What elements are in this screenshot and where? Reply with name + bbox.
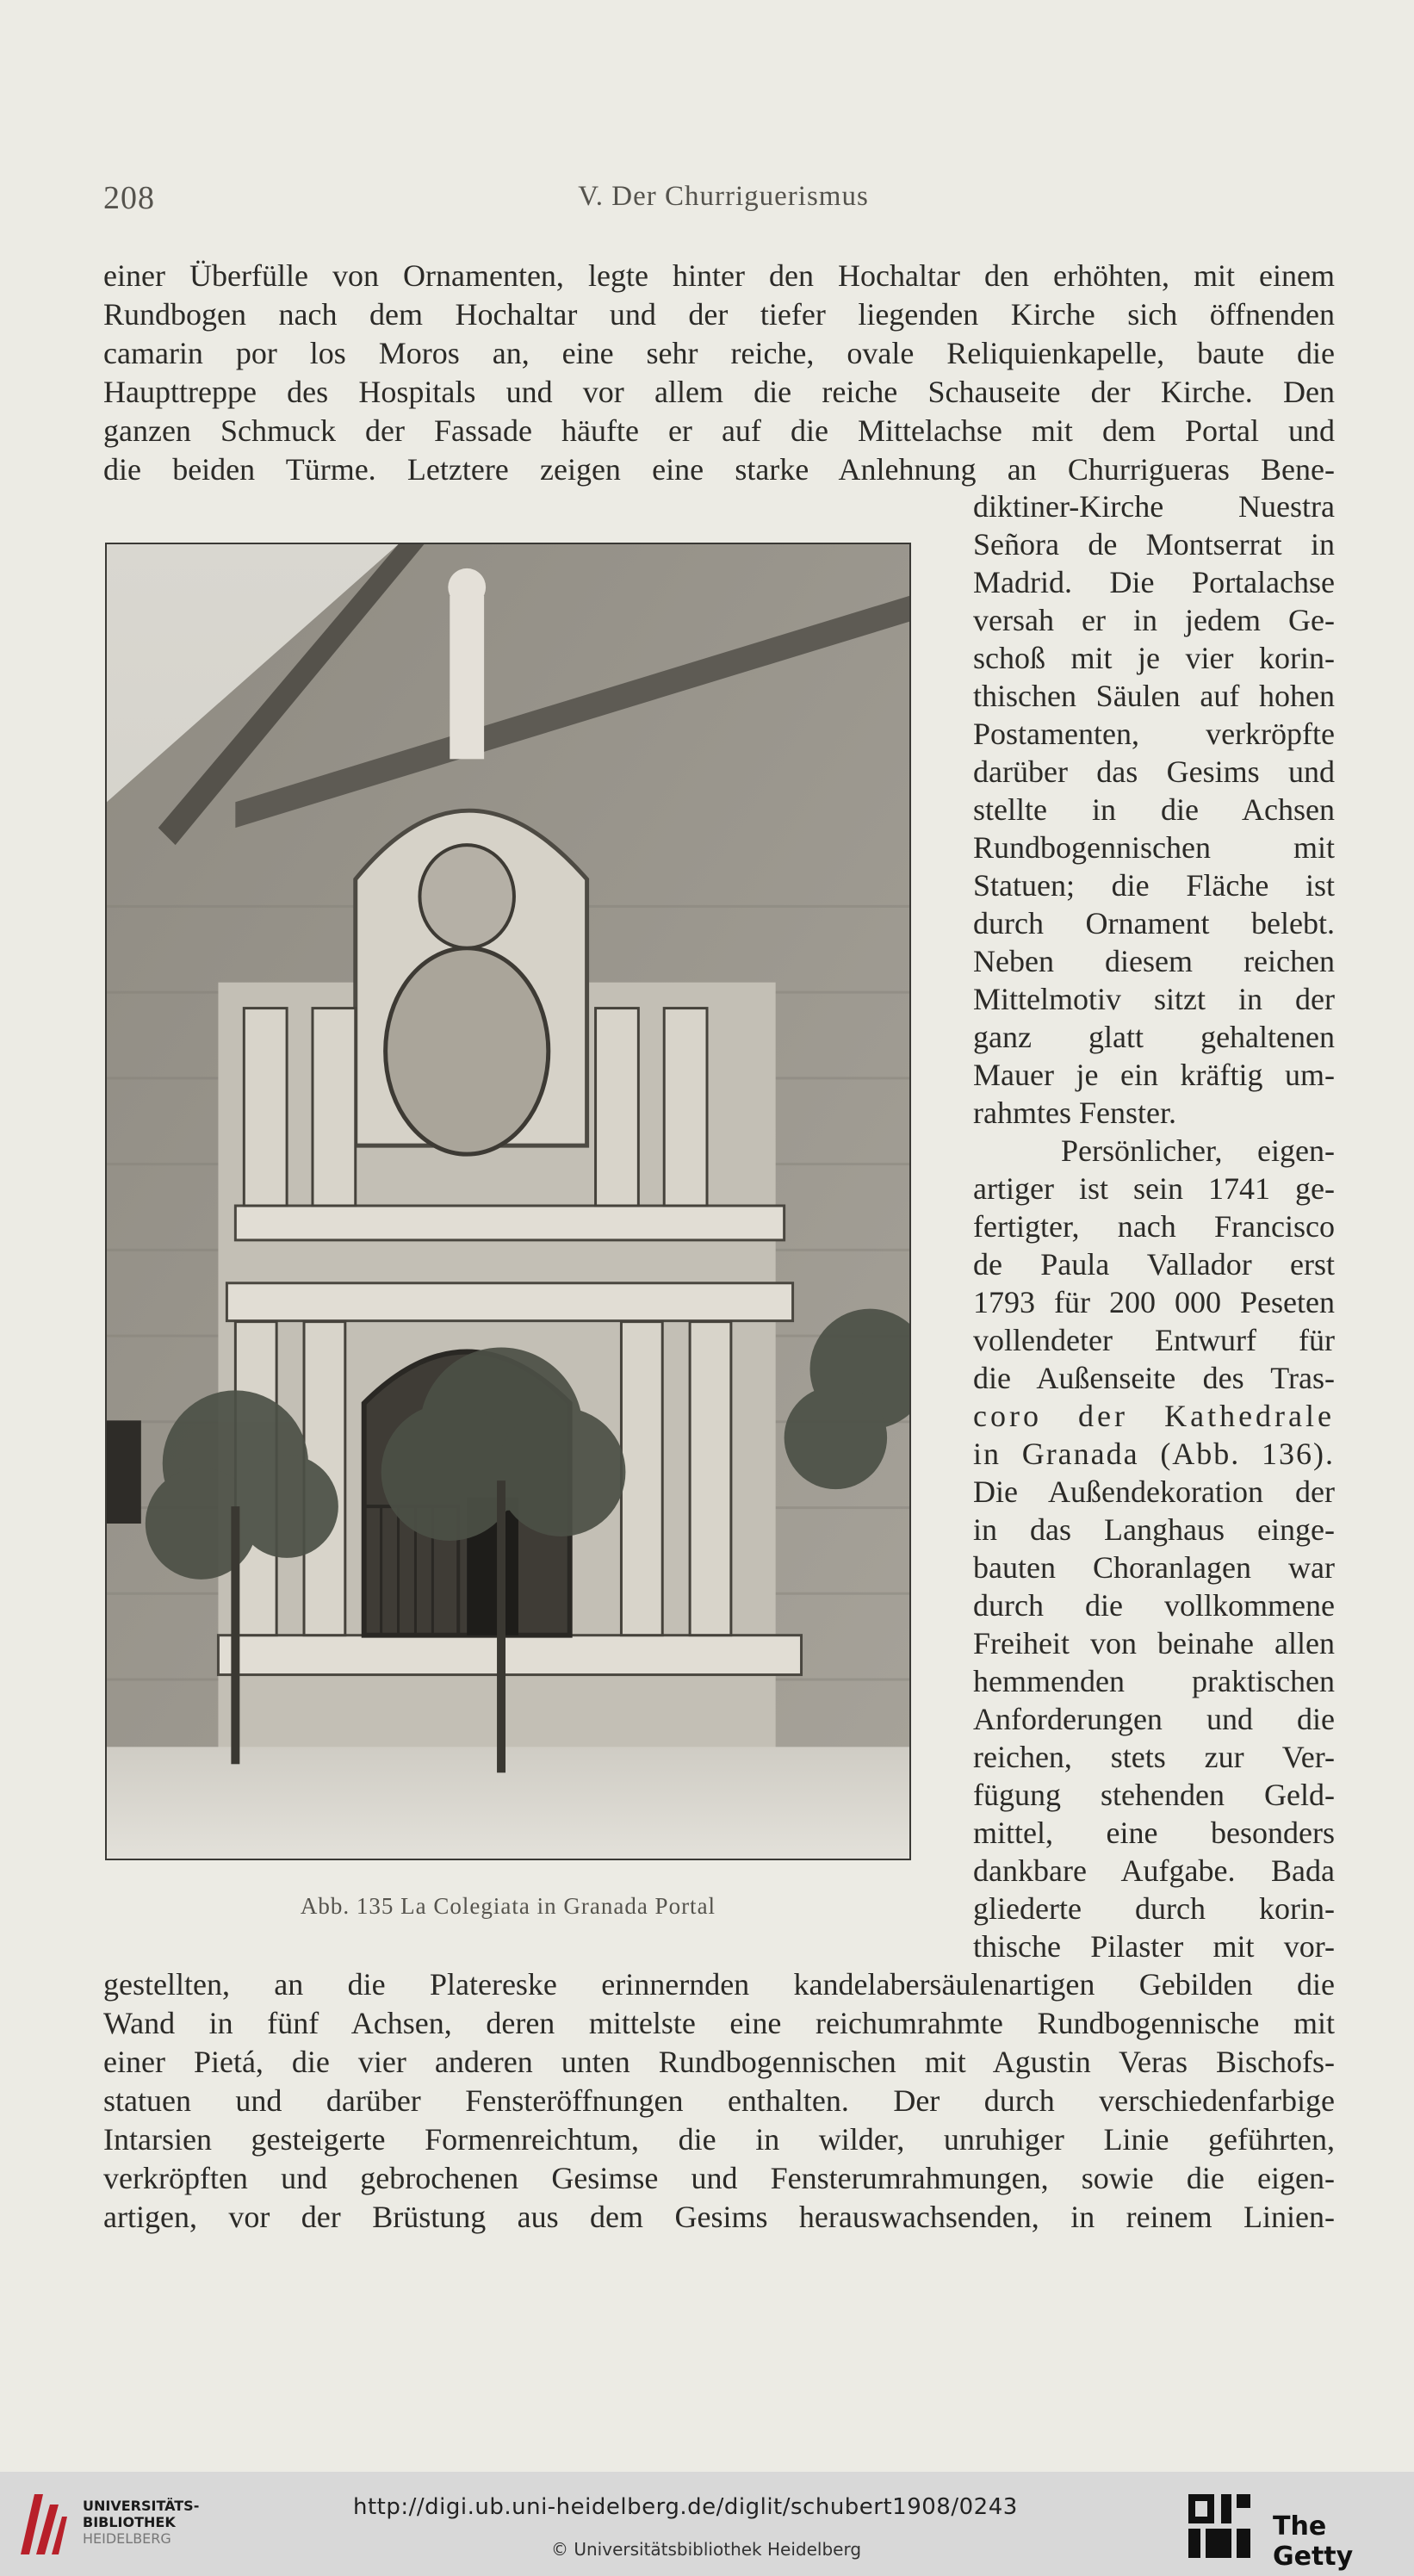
text-line: gliederte durch korin-: [973, 1891, 1335, 1926]
text-line: dankbare Aufgabe. Bada: [973, 1853, 1335, 1888]
text-line: Anforderungen und die: [973, 1702, 1335, 1736]
text-line: Mauer je ein kräftig um-: [973, 1058, 1335, 1092]
text-line: statuen und darüber Fensteröffnungen enthalten. Der durch verschiedenfarbige: [103, 2083, 1335, 2118]
university-library-logo-icon: [14, 2486, 71, 2563]
text-line: Rundbogennischen mit: [973, 830, 1335, 865]
running-title: V. Der Churriguerismus: [578, 181, 869, 212]
text-line: mittel, eine besonders: [973, 1816, 1335, 1850]
text-line: die Außenseite des Tras-: [973, 1361, 1335, 1395]
institution-line-3: HEIDELBERG: [83, 2530, 171, 2547]
text-line: versah er in jedem Ge-: [973, 603, 1335, 637]
text-line: fertigter, nach Francisco: [973, 1209, 1335, 1244]
text-line: Neben diesem reichen: [973, 944, 1335, 978]
figure-photo-portal: [105, 543, 911, 1860]
text-line: gestellten, an die Platereske erinnernden kandelabersäulenartigen Gebilden die: [103, 1967, 1335, 2002]
text-line: Freiheit von beinahe allen: [973, 1626, 1335, 1660]
text-line: Rundbogen nach dem Hochaltar und der tiefer liegenden Kirche sich öffnenden: [103, 297, 1335, 332]
text-line: Intarsien gesteigerte Formenreichtum, die in wilder, unruhiger Linie geführten,: [103, 2122, 1335, 2157]
text-line: thischen Säulen auf hohen: [973, 679, 1335, 713]
getty-logo-icon: [1187, 2492, 1252, 2560]
text-line: schoß mit je vier korin-: [973, 641, 1335, 675]
text-line: Persönlicher, eigen-: [1061, 1133, 1335, 1168]
text-line: coro der Kathedrale: [973, 1399, 1335, 1433]
text-line: artiger ist sein 1741 ge-: [973, 1171, 1335, 1206]
text-line: Statuen; die Fläche ist: [973, 868, 1335, 903]
text-line: durch die vollkommene: [973, 1588, 1335, 1623]
institution-line-2: BIBLIOTHEK: [83, 2514, 176, 2530]
text-line: in Granada (Abb. 136).: [973, 1437, 1335, 1471]
text-line: Wand in fünf Achsen, deren mittelste eine reichumrahmte Rundbogennische mit: [103, 2006, 1335, 2040]
text-line: Postamenten, verkröpfte: [973, 717, 1335, 751]
text-line: Señora de Montserrat in: [973, 527, 1335, 562]
text-line: rahmtes Fenster.: [973, 1096, 1176, 1130]
running-head: [103, 172, 1343, 224]
text-line: einer Überfülle von Ornamenten, legte hinter den Hochaltar den erhöhten, mit einem: [103, 258, 1335, 293]
text-line: Die Außendekoration der: [973, 1474, 1335, 1509]
text-line: thische Pilaster mit vor-: [973, 1929, 1335, 1964]
text-line: bauten Choranlagen war: [973, 1550, 1335, 1585]
institution-name: [83, 2498, 199, 2547]
text-line: diktiner-Kirche Nuestra: [973, 489, 1335, 524]
viewer-footer: [0, 2472, 1414, 2576]
photo-facade-illustration: [107, 544, 909, 1859]
text-line: ganz glatt gehaltenen: [973, 1020, 1335, 1054]
text-line: reichen, stets zur Ver-: [973, 1740, 1335, 1774]
text-line: einer Pietá, die vier anderen unten Rundbogennischen mit Agustin Veras Bischofs-: [103, 2045, 1335, 2079]
text-line: artigen, vor der Brüstung aus dem Gesims herauswachsenden, in reinem Linien-: [103, 2200, 1335, 2234]
text-line: 1793 für 200 000 Peseten: [973, 1285, 1335, 1319]
institution-line-1: UNIVERSITÄTS-: [83, 2498, 200, 2514]
text-line: durch Ornament belebt.: [973, 906, 1335, 940]
figure-caption: Abb. 135 La Colegiata in Granada Portal: [300, 1893, 716, 1919]
text-line: stellte in die Achsen: [973, 792, 1335, 827]
text-line: vollendeter Entwurf für: [973, 1323, 1335, 1357]
permalink-url[interactable]: http://digi.ub.uni-heidelberg.de/diglit/schubert1908/0243: [353, 2494, 1018, 2520]
text-line: die beiden Türme. Letztere zeigen eine starke Anlehnung an Churrigueras Bene-: [103, 452, 1335, 487]
page-number: 208: [103, 180, 155, 216]
partner-name: The Getty: [1273, 2511, 1354, 2572]
text-line: Mittelmotiv sitzt in der: [973, 982, 1335, 1016]
text-line: ganzen Schmuck der Fassade häufte er auf die Mittelachse mit dem Portal und: [103, 413, 1335, 448]
text-line: camarin por los Moros an, eine sehr reiche, ovale Reliquienkapelle, baute die: [103, 336, 1335, 370]
text-line: fügung stehenden Geld-: [973, 1778, 1335, 1812]
text-line: in das Langhaus einge-: [973, 1512, 1335, 1547]
text-line: verkröpften und gebrochenen Gesimse und Fensterumrahmungen, sowie die eigen-: [103, 2161, 1335, 2195]
text-line: Madrid. Die Portalachse: [973, 565, 1335, 599]
copyright-notice: © Universitätsbibliothek Heidelberg: [551, 2539, 862, 2560]
text-line: de Paula Vallador erst: [973, 1247, 1335, 1282]
text-line: darüber das Gesims und: [973, 754, 1335, 789]
text-line: hemmenden praktischen: [973, 1664, 1335, 1698]
text-line: Haupttreppe des Hospitals und vor allem die reiche Schauseite der Kirche. Den: [103, 375, 1335, 409]
